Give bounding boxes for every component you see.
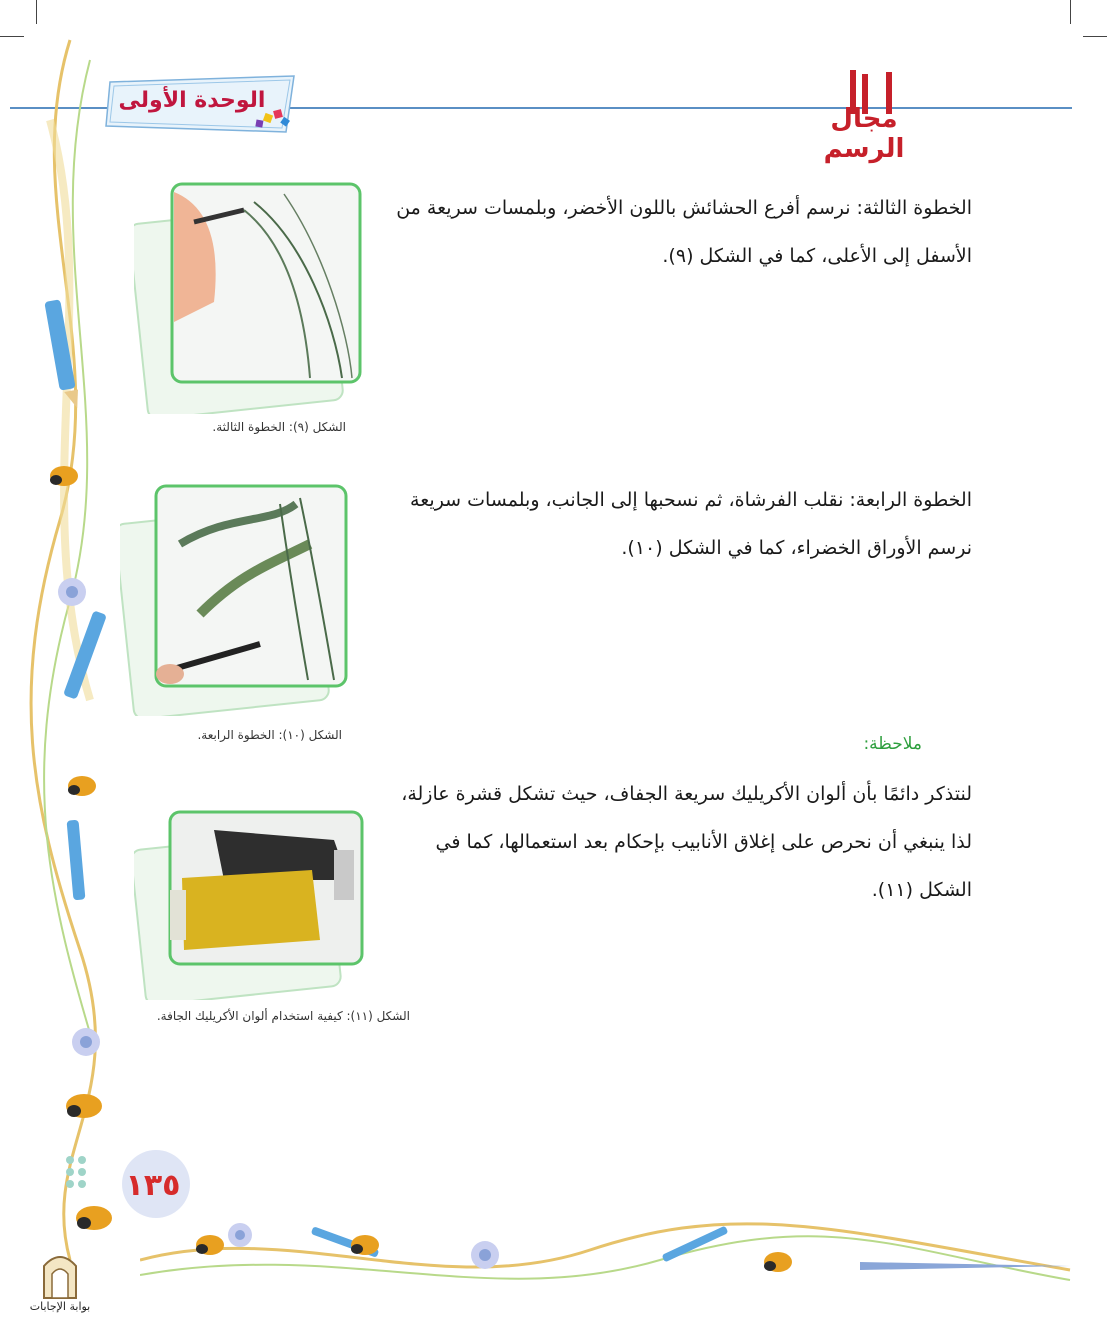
figure-10-image	[120, 484, 352, 716]
figure-11-caption: الشكل (١١): كيفية استخدام ألوان الأكريليك الجافة.	[156, 1009, 410, 1023]
decorative-border	[0, 0, 140, 1328]
step-four-text: الخطوة الرابعة: نقلب الفرشاة، ثم نسحبها إلى الجانب، وبلمسات سريعة نرسم الأوراق الخضراء، كما في الشكل (١٠).	[410, 489, 972, 559]
watermark-text: بوابة الإجابات	[29, 1300, 91, 1313]
field-title: مجال الرسم	[823, 104, 905, 164]
figure-10-caption: الشكل (١٠): الخطوة الرابعة.	[197, 728, 342, 742]
figure-11-image	[134, 810, 366, 1000]
figure-9-caption: الشكل (٩): الخطوة الثالثة.	[212, 420, 346, 434]
note-text: لنتذكر دائمًا بأن ألوان الأكريليك سريعة الجفاف، حيث تشكل قشرة عازلة، لذا ينبغي أن نحرص على إغلاق الأنابيب بإحكام بعد استعمالها، كما في الشكل (١١).	[401, 783, 972, 901]
page-number: ١٣٥	[125, 1168, 181, 1203]
figure-9-image	[134, 182, 366, 414]
step-three-text: الخطوة الثالثة: نرسم أفرع الحشائش باللون الأخضر، وبلمسات سريعة من الأسفل إلى الأعلى، كما في الشكل (٩).	[396, 197, 972, 267]
note-title: ملاحظة:	[863, 734, 922, 754]
bottom-decoration	[140, 1200, 1080, 1310]
crop-tick-right	[1070, 0, 1071, 24]
unit-label: الوحدة الأولى	[118, 88, 266, 113]
watermark-logo-icon	[40, 1248, 80, 1300]
crop-mark-right	[1083, 36, 1107, 37]
